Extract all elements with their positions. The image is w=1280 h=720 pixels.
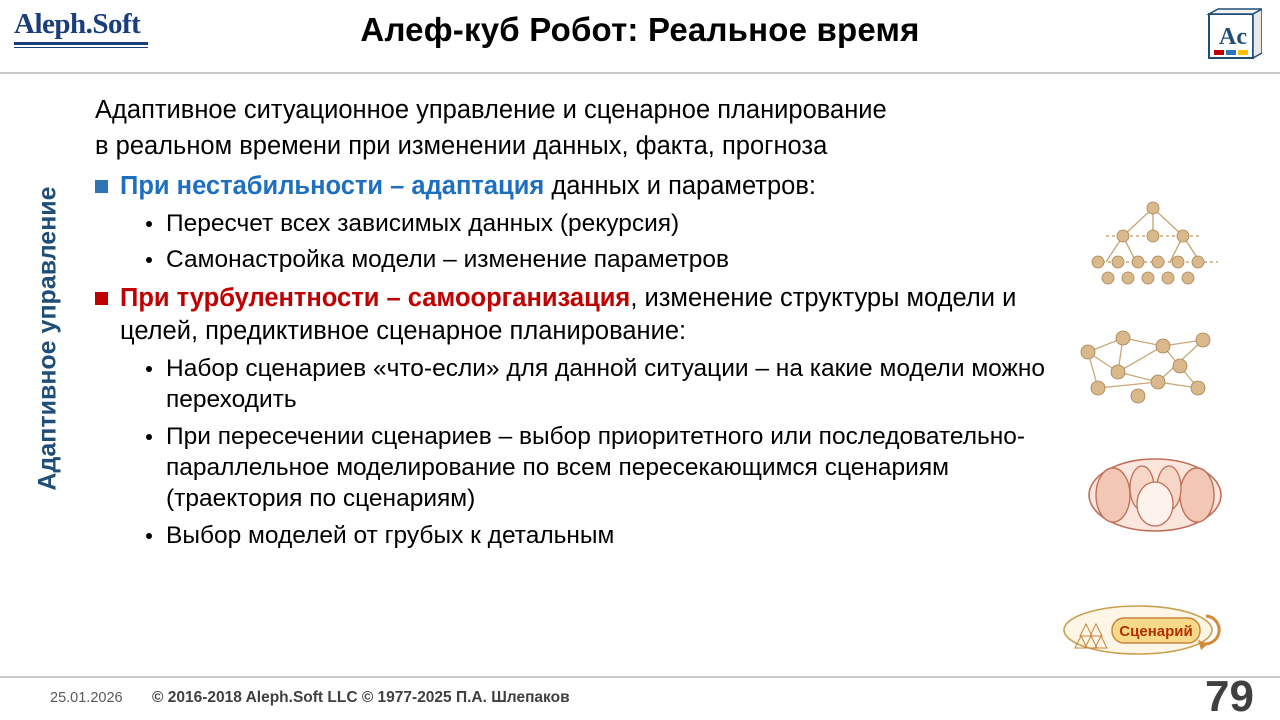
dot-bullet-icon — [146, 434, 152, 440]
bullet-item-2-text — [120, 282, 1090, 348]
sub-item-text: При пересечении сценариев – выбор приоритетного или последовательно-параллельное моделирование по всем пересекающимся сценариям (траектория по сценариям) — [166, 422, 1026, 513]
lead-paragraph-line1: Адаптивное ситуационное управление и сценарное планирование — [95, 96, 887, 124]
network-graph-icon — [1068, 322, 1228, 410]
sub-item-text: Набор сценариев «что-если» для данной ситуации – на какие модели можно переходить — [166, 354, 1046, 414]
cube-logo-icon — [1206, 8, 1262, 66]
sub-item — [146, 520, 1090, 551]
side-band — [0, 74, 62, 674]
square-bullet-icon — [95, 180, 108, 193]
bullet-1-highlight: При нестабильности – адаптация — [120, 171, 545, 200]
dot-bullet-icon — [146, 533, 152, 539]
footer-date: 25.01.2026 — [50, 690, 123, 706]
bullet-2-rest: , изменение структуры модели и целей, предиктивное сценарное планирование: — [120, 283, 1017, 345]
sub-item — [146, 353, 1090, 416]
dot-bullet-icon — [146, 366, 152, 372]
header-divider — [0, 72, 1280, 74]
logo-rule-thin — [14, 47, 148, 48]
side-label: Адаптивное управление — [33, 186, 62, 491]
bullet-2-highlight: При турбулентности – самоорганизация — [120, 283, 631, 312]
cluster-ellipse-icon — [1085, 452, 1225, 538]
sub-item — [146, 421, 1090, 515]
bullet-item-2 — [95, 282, 1090, 348]
sub-item-text: Самонастройка модели – изменение параметров — [166, 246, 730, 274]
svg-text:Ac: Ac — [1219, 24, 1247, 50]
logo-text: Aleph.Soft — [14, 8, 141, 40]
lead-paragraph-line2: в реальном времени при изменении данных, факта, прогноза — [95, 131, 828, 160]
sub-item — [146, 208, 1090, 239]
dot-bullet-icon — [146, 221, 152, 227]
tree-graph-icon — [1078, 196, 1228, 286]
sub-item — [146, 244, 1090, 275]
scenario-label: Сценарий — [1119, 623, 1193, 640]
footer-copyright: © 2016-2018 Aleph.Soft LLC © 1977-2025 П.А. Шлепаков — [152, 689, 570, 706]
page-number: 79 — [1205, 672, 1254, 720]
bullet-item-1-text — [120, 170, 1090, 203]
bullet-1-rest: данных и параметров: — [544, 171, 816, 200]
sub-item-text: Выбор моделей от грубых к детальным — [166, 521, 615, 549]
scenario-badge-icon — [1058, 600, 1228, 660]
footer-divider — [0, 676, 1280, 678]
sub-item-text: Пересчет всех зависимых данных (рекурсия) — [166, 209, 680, 237]
logo-rule — [14, 42, 148, 45]
bullet-item-1 — [95, 170, 1090, 203]
square-bullet-icon — [95, 292, 108, 305]
slide-body — [60, 86, 1090, 551]
aleph-soft-logo — [14, 10, 154, 58]
page-title: Алеф-куб Робот: Реальное время — [360, 11, 920, 48]
dot-bullet-icon — [146, 257, 152, 263]
